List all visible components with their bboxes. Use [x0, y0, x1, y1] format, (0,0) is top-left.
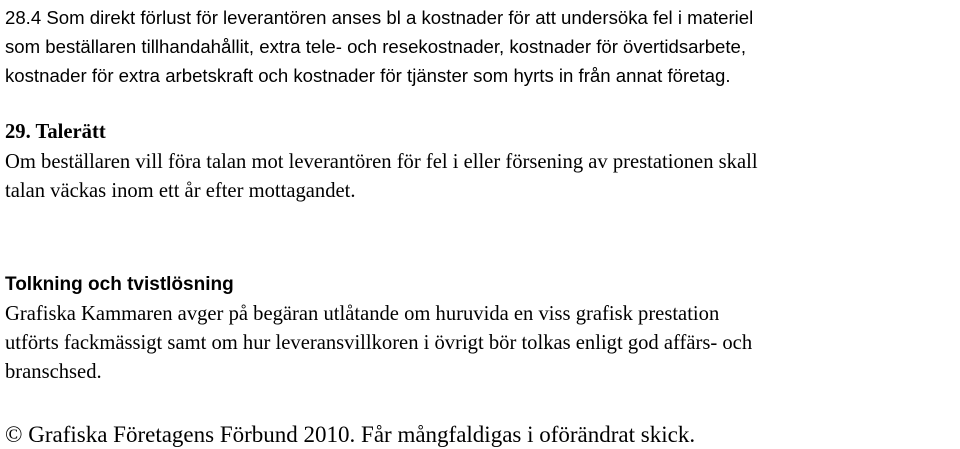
paragraph-line: Om beställaren vill föra talan mot leverantören för fel i eller försening av prestationen skall	[5, 151, 758, 173]
paragraph-line: branschsed.	[5, 361, 102, 383]
paragraph-line: talan väckas inom ett år efter mottagandet.	[5, 180, 356, 202]
paragraph-line: utförts fackmässigt samt om hur leveransvillkoren i övrigt bör tolkas enligt god affärs- och	[5, 332, 753, 354]
paragraph-line: 28.4 Som direkt förlust för leverantören anses bl a kostnader för att undersöka fel i materiel	[5, 7, 754, 28]
copyright-symbol: ©	[5, 422, 23, 447]
copyright-text: Grafiska Företagens Förbund 2010. Får mångfaldigas i oförändrat skick.	[28, 422, 696, 447]
paragraph-line: kostnader för extra arbetskraft och kostnader för tjänster som hyrts in från annat företag.	[5, 65, 731, 86]
paragraph-line: Grafiska Kammaren avger på begäran utlåtande om huruvida en viss grafisk prestation	[5, 303, 720, 325]
heading-tolkning: Tolkning och tvistlösning	[5, 274, 234, 295]
paragraph-line: som beställaren tillhandahållit, extra tele- och resekostnader, kostnader för övertidsarbete,	[5, 36, 747, 57]
paragraph-28-4	[5, 3, 753, 90]
copyright-footer	[5, 420, 695, 449]
paragraph-talaratt	[5, 148, 758, 206]
heading-talaratt: 29. Talerätt	[5, 121, 106, 143]
paragraph-tolkning	[5, 300, 752, 387]
